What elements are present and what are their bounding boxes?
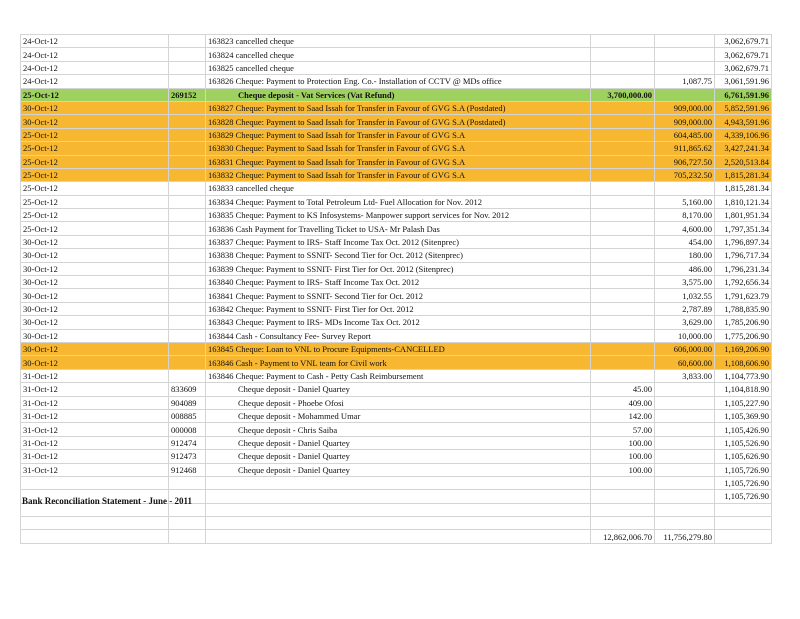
payment-cell: 8,170.00 [655, 209, 715, 222]
description-cell: Cheque deposit - Daniel Quartey [206, 383, 591, 396]
ledger-row [21, 329, 772, 342]
description-cell: 163846 Cash - Payment to VNL team for Civil work [206, 356, 591, 369]
payment-cell [655, 88, 715, 101]
deposit-cell [591, 209, 655, 222]
ledger-row [21, 262, 772, 275]
ref-cell [169, 476, 206, 489]
ref-cell [169, 35, 206, 48]
ref-cell: 008885 [169, 409, 206, 422]
balance-cell: 2,520,513.84 [715, 155, 772, 168]
deposit-cell [591, 476, 655, 489]
ledger-body [21, 35, 772, 544]
ref-cell [169, 356, 206, 369]
ref-cell [169, 48, 206, 61]
deposit-cell [591, 155, 655, 168]
date-cell: 30-Oct-12 [21, 249, 169, 262]
balance-cell: 4,943,591.96 [715, 115, 772, 128]
date-cell: 31-Oct-12 [21, 450, 169, 463]
date-cell: 31-Oct-12 [21, 369, 169, 382]
deposit-cell [591, 329, 655, 342]
description-cell [206, 517, 591, 530]
deposit-cell [591, 490, 655, 503]
ref-cell: 904089 [169, 396, 206, 409]
ledger-row [21, 450, 772, 463]
balance-cell: 1,796,897.34 [715, 235, 772, 248]
deposit-cell [591, 61, 655, 74]
payment-cell: 909,000.00 [655, 101, 715, 114]
ledger-row [21, 195, 772, 208]
ref-cell: 912468 [169, 463, 206, 476]
date-cell: 25-Oct-12 [21, 182, 169, 195]
payment-cell: 10,000.00 [655, 329, 715, 342]
description-cell: 163834 Cheque: Payment to Total Petroleum Ltd- Fuel Allocation for Nov. 2012 [206, 195, 591, 208]
date-cell: 25-Oct-12 [21, 128, 169, 141]
balance-cell: 1,815,281.34 [715, 182, 772, 195]
ref-cell [169, 302, 206, 315]
balance-cell: 3,427,241.34 [715, 142, 772, 155]
description-cell: 163843 Cheque: Payment to IRS- MDs Income Tax Oct. 2012 [206, 316, 591, 329]
payment-cell [655, 436, 715, 449]
deposit-cell [591, 168, 655, 181]
payment-cell: 906,727.50 [655, 155, 715, 168]
ledger-row [21, 342, 772, 355]
balance-cell: 1,105,369.90 [715, 409, 772, 422]
ledger-row [21, 289, 772, 302]
ref-cell [169, 316, 206, 329]
deposit-cell: 100.00 [591, 463, 655, 476]
description-cell: 163837 Cheque: Payment to IRS- Staff Income Tax Oct. 2012 (Sitenprec) [206, 235, 591, 248]
payment-cell: 705,232.50 [655, 168, 715, 181]
ref-cell [169, 182, 206, 195]
deposit-cell [591, 75, 655, 88]
balance-cell: 1,792,656.34 [715, 276, 772, 289]
deposit-cell [591, 249, 655, 262]
ref-cell: 000008 [169, 423, 206, 436]
description-cell: 163828 Cheque: Payment to Saad Issah for Transfer in Favour of GVG S.A (Postdated) [206, 115, 591, 128]
payment-cell [655, 396, 715, 409]
ledger-row [21, 101, 772, 114]
balance-cell: 4,339,106.96 [715, 128, 772, 141]
description-cell: 163842 Cheque: Payment to SSNIT- First Tier for Oct. 2012 [206, 302, 591, 315]
ref-cell [169, 209, 206, 222]
date-cell: 30-Oct-12 [21, 262, 169, 275]
ledger-table [20, 34, 772, 544]
balance-cell: 1,815,281.34 [715, 168, 772, 181]
ref-cell [169, 517, 206, 530]
ledger-row [21, 463, 772, 476]
date-cell: 31-Oct-12 [21, 423, 169, 436]
ref-cell [169, 329, 206, 342]
payment-cell: 909,000.00 [655, 115, 715, 128]
payment-cell: 180.00 [655, 249, 715, 262]
balance-cell: 1,105,227.90 [715, 396, 772, 409]
payment-cell [655, 450, 715, 463]
empty-cell [206, 530, 591, 543]
ledger-row [21, 476, 772, 489]
date-cell: 30-Oct-12 [21, 289, 169, 302]
ref-cell [169, 101, 206, 114]
description-cell: Cheque deposit - Mohammed Umar [206, 409, 591, 422]
date-cell: 30-Oct-12 [21, 356, 169, 369]
ledger-row [21, 142, 772, 155]
ledger-row [21, 48, 772, 61]
ref-cell [169, 222, 206, 235]
ref-cell: 833609 [169, 383, 206, 396]
payment-cell [655, 517, 715, 530]
ledger-row [21, 88, 772, 101]
balance-cell: 1,105,726.90 [715, 463, 772, 476]
description-cell: 163832 Cheque: Payment to Saad Issah for Transfer in Favour of GVG S.A [206, 168, 591, 181]
deposit-cell [591, 342, 655, 355]
ledger-row [21, 182, 772, 195]
description-cell: 163836 Cash Payment for Travelling Ticket to USA- Mr Palash Das [206, 222, 591, 235]
deposit-cell [591, 35, 655, 48]
date-cell: 30-Oct-12 [21, 101, 169, 114]
ref-cell: 912474 [169, 436, 206, 449]
payment-cell [655, 490, 715, 503]
balance-cell: 1,796,231.34 [715, 262, 772, 275]
ref-cell [169, 115, 206, 128]
balance-cell: 6,761,591.96 [715, 88, 772, 101]
deposit-cell [591, 276, 655, 289]
deposit-cell: 100.00 [591, 436, 655, 449]
deposit-cell [591, 262, 655, 275]
date-cell: 25-Oct-12 [21, 209, 169, 222]
ref-cell [169, 168, 206, 181]
ledger-row [21, 249, 772, 262]
date-cell [21, 476, 169, 489]
balance-cell: 1,169,206.90 [715, 342, 772, 355]
balance-cell: 1,775,206.90 [715, 329, 772, 342]
deposit-cell: 57.00 [591, 423, 655, 436]
balance-cell [715, 503, 772, 516]
ledger-sheet [20, 34, 769, 544]
ledger-row [21, 436, 772, 449]
payment-cell: 454.00 [655, 235, 715, 248]
balance-cell: 1,108,606.90 [715, 356, 772, 369]
total-deposits-cell: 12,862,006.70 [591, 530, 655, 543]
deposit-cell [591, 316, 655, 329]
deposit-cell [591, 115, 655, 128]
date-cell: 31-Oct-12 [21, 409, 169, 422]
date-cell: 31-Oct-12 [21, 463, 169, 476]
deposit-cell [591, 48, 655, 61]
ref-cell: 269152 [169, 88, 206, 101]
ref-cell [169, 235, 206, 248]
description-cell: 163824 cancelled cheque [206, 48, 591, 61]
payment-cell [655, 463, 715, 476]
balance-cell: 1,788,835.90 [715, 302, 772, 315]
date-cell: 25-Oct-12 [21, 168, 169, 181]
balance-cell: 3,062,679.71 [715, 61, 772, 74]
balance-cell: 1,104,818.90 [715, 383, 772, 396]
description-cell [206, 476, 591, 489]
deposit-cell [591, 356, 655, 369]
balance-cell: 5,852,591.96 [715, 101, 772, 114]
deposit-cell: 142.00 [591, 409, 655, 422]
ledger-row [21, 115, 772, 128]
ledger-row [21, 128, 772, 141]
date-cell: 25-Oct-12 [21, 142, 169, 155]
ref-cell: 912473 [169, 450, 206, 463]
date-cell: 24-Oct-12 [21, 48, 169, 61]
description-cell: Cheque deposit - Vat Services (Vat Refund) [206, 88, 591, 101]
payment-cell [655, 383, 715, 396]
deposit-cell [591, 302, 655, 315]
date-cell: 25-Oct-12 [21, 222, 169, 235]
payment-cell: 4,600.00 [655, 222, 715, 235]
description-cell: 163829 Cheque: Payment to Saad Issah for Transfer in Favour of GVG S.A [206, 128, 591, 141]
ledger-row [21, 356, 772, 369]
description-cell: 163838 Cheque: Payment to SSNIT- Second Tier for Oct. 2012 (Sitenprec) [206, 249, 591, 262]
ref-cell [169, 128, 206, 141]
balance-cell: 3,061,591.96 [715, 75, 772, 88]
ledger-row [21, 222, 772, 235]
description-cell: Cheque deposit - Daniel Quartey [206, 450, 591, 463]
ledger-row [21, 423, 772, 436]
statement-title: Bank Reconciliation Statement - June - 2011 [22, 496, 192, 506]
ledger-row [21, 316, 772, 329]
payment-cell: 1,087.75 [655, 75, 715, 88]
balance-cell: 1,105,726.90 [715, 490, 772, 503]
ledger-row [21, 61, 772, 74]
date-cell: 30-Oct-12 [21, 342, 169, 355]
payment-cell: 3,575.00 [655, 276, 715, 289]
ref-cell [169, 369, 206, 382]
date-cell: 30-Oct-12 [21, 235, 169, 248]
date-cell: 30-Oct-12 [21, 115, 169, 128]
payment-cell [655, 409, 715, 422]
deposit-cell: 100.00 [591, 450, 655, 463]
date-cell: 31-Oct-12 [21, 396, 169, 409]
payment-cell [655, 48, 715, 61]
date-cell: 31-Oct-12 [21, 383, 169, 396]
date-cell [21, 517, 169, 530]
ref-cell [169, 195, 206, 208]
date-cell: 25-Oct-12 [21, 88, 169, 101]
balance-cell: 1,810,121.34 [715, 195, 772, 208]
ref-cell [169, 276, 206, 289]
payment-cell: 604,485.00 [655, 128, 715, 141]
ledger-row [21, 276, 772, 289]
ledger-row [21, 369, 772, 382]
payment-cell: 5,160.00 [655, 195, 715, 208]
ledger-row [21, 517, 772, 530]
balance-cell [715, 517, 772, 530]
description-cell: 163827 Cheque: Payment to Saad Issah for Transfer in Favour of GVG S.A (Postdated) [206, 101, 591, 114]
date-cell: 24-Oct-12 [21, 61, 169, 74]
description-cell: Cheque deposit - Daniel Quartey [206, 436, 591, 449]
payment-cell: 606,000.00 [655, 342, 715, 355]
description-cell: 163823 cancelled cheque [206, 35, 591, 48]
ledger-row [21, 35, 772, 48]
description-cell: 163833 cancelled cheque [206, 182, 591, 195]
ref-cell [169, 155, 206, 168]
description-cell: Cheque deposit - Phoebe Ofosi [206, 396, 591, 409]
ledger-row [21, 396, 772, 409]
description-cell: 163840 Cheque: Payment to IRS- Staff Income Tax Oct. 2012 [206, 276, 591, 289]
ref-cell [169, 342, 206, 355]
description-cell [206, 490, 591, 503]
ref-cell [169, 61, 206, 74]
balance-cell: 1,796,717.34 [715, 249, 772, 262]
payment-cell [655, 35, 715, 48]
payment-cell: 911,865.62 [655, 142, 715, 155]
payment-cell: 60,600.00 [655, 356, 715, 369]
deposit-cell [591, 503, 655, 516]
description-cell: 163845 Cheque: Loan to VNL to Procure Equipments-CANCELLED [206, 342, 591, 355]
date-cell: 25-Oct-12 [21, 195, 169, 208]
description-cell: Cheque deposit - Daniel Quartey [206, 463, 591, 476]
deposit-cell [591, 289, 655, 302]
deposit-cell: 3,700,000.00 [591, 88, 655, 101]
ledger-row [21, 155, 772, 168]
description-cell: 163831 Cheque: Payment to Saad Issah for Transfer in Favour of GVG S.A [206, 155, 591, 168]
date-cell: 30-Oct-12 [21, 316, 169, 329]
balance-cell: 1,797,351.34 [715, 222, 772, 235]
deposit-cell [591, 517, 655, 530]
description-cell: 163844 Cash - Consultancy Fee- Survey Report [206, 329, 591, 342]
balance-cell: 1,785,206.90 [715, 316, 772, 329]
ref-cell [169, 262, 206, 275]
description-cell: 163839 Cheque: Payment to SSNIT- First Tier for Oct. 2012 (Sitenprec) [206, 262, 591, 275]
ledger-row [21, 235, 772, 248]
balance-cell: 1,105,626.90 [715, 450, 772, 463]
balance-cell: 1,105,426.90 [715, 423, 772, 436]
deposit-cell [591, 101, 655, 114]
ref-cell [169, 75, 206, 88]
payment-cell: 486.00 [655, 262, 715, 275]
balance-cell: 1,105,726.90 [715, 476, 772, 489]
description-cell: 163846 Cheque: Payment to Cash - Petty Cash Reimbursement [206, 369, 591, 382]
payment-cell [655, 61, 715, 74]
payment-cell [655, 423, 715, 436]
ref-cell [169, 249, 206, 262]
deposit-cell [591, 222, 655, 235]
deposit-cell [591, 142, 655, 155]
description-cell: 163841 Cheque: Payment to SSNIT- Second Tier for Oct. 2012 [206, 289, 591, 302]
date-cell: 30-Oct-12 [21, 329, 169, 342]
payment-cell: 1,032.55 [655, 289, 715, 302]
balance-cell: 1,801,951.34 [715, 209, 772, 222]
ref-cell [169, 142, 206, 155]
payment-cell [655, 503, 715, 516]
description-cell: 163825 cancelled cheque [206, 61, 591, 74]
deposit-cell [591, 195, 655, 208]
date-cell: 24-Oct-12 [21, 75, 169, 88]
description-cell: Cheque deposit - Chris Saiba [206, 423, 591, 436]
payment-cell [655, 476, 715, 489]
deposit-cell: 45.00 [591, 383, 655, 396]
deposit-cell [591, 369, 655, 382]
payment-cell [655, 182, 715, 195]
ledger-row [21, 75, 772, 88]
ref-cell [169, 289, 206, 302]
date-cell: 24-Oct-12 [21, 35, 169, 48]
description-cell: 163830 Cheque: Payment to Saad Issah for Transfer in Favour of GVG S.A [206, 142, 591, 155]
balance-cell: 3,062,679.71 [715, 48, 772, 61]
date-cell: 31-Oct-12 [21, 436, 169, 449]
ledger-row [21, 383, 772, 396]
deposit-cell [591, 182, 655, 195]
payment-cell: 2,787.89 [655, 302, 715, 315]
balance-cell: 3,062,679.71 [715, 35, 772, 48]
balance-cell: 1,791,623.79 [715, 289, 772, 302]
description-cell: 163826 Cheque: Payment to Protection Eng. Co.- Installation of CCTV @ MDs office [206, 75, 591, 88]
balance-cell: 1,105,526.90 [715, 436, 772, 449]
deposit-cell [591, 128, 655, 141]
date-cell: 30-Oct-12 [21, 302, 169, 315]
date-cell: 30-Oct-12 [21, 276, 169, 289]
empty-cell [715, 530, 772, 543]
deposit-cell [591, 235, 655, 248]
payment-cell: 3,629.00 [655, 316, 715, 329]
total-payments-cell: 11,756,279.80 [655, 530, 715, 543]
empty-cell [169, 530, 206, 543]
balance-cell: 1,104,773.90 [715, 369, 772, 382]
description-cell [206, 503, 591, 516]
date-cell: 25-Oct-12 [21, 155, 169, 168]
ledger-row [21, 409, 772, 422]
description-cell: 163835 Cheque: Payment to KS Infosystems- Manpower support services for Nov. 2012 [206, 209, 591, 222]
payment-cell: 3,833.00 [655, 369, 715, 382]
totals-row [21, 530, 772, 543]
ledger-row [21, 302, 772, 315]
deposit-cell: 409.00 [591, 396, 655, 409]
ledger-row [21, 168, 772, 181]
ledger-row [21, 209, 772, 222]
empty-cell [21, 530, 169, 543]
